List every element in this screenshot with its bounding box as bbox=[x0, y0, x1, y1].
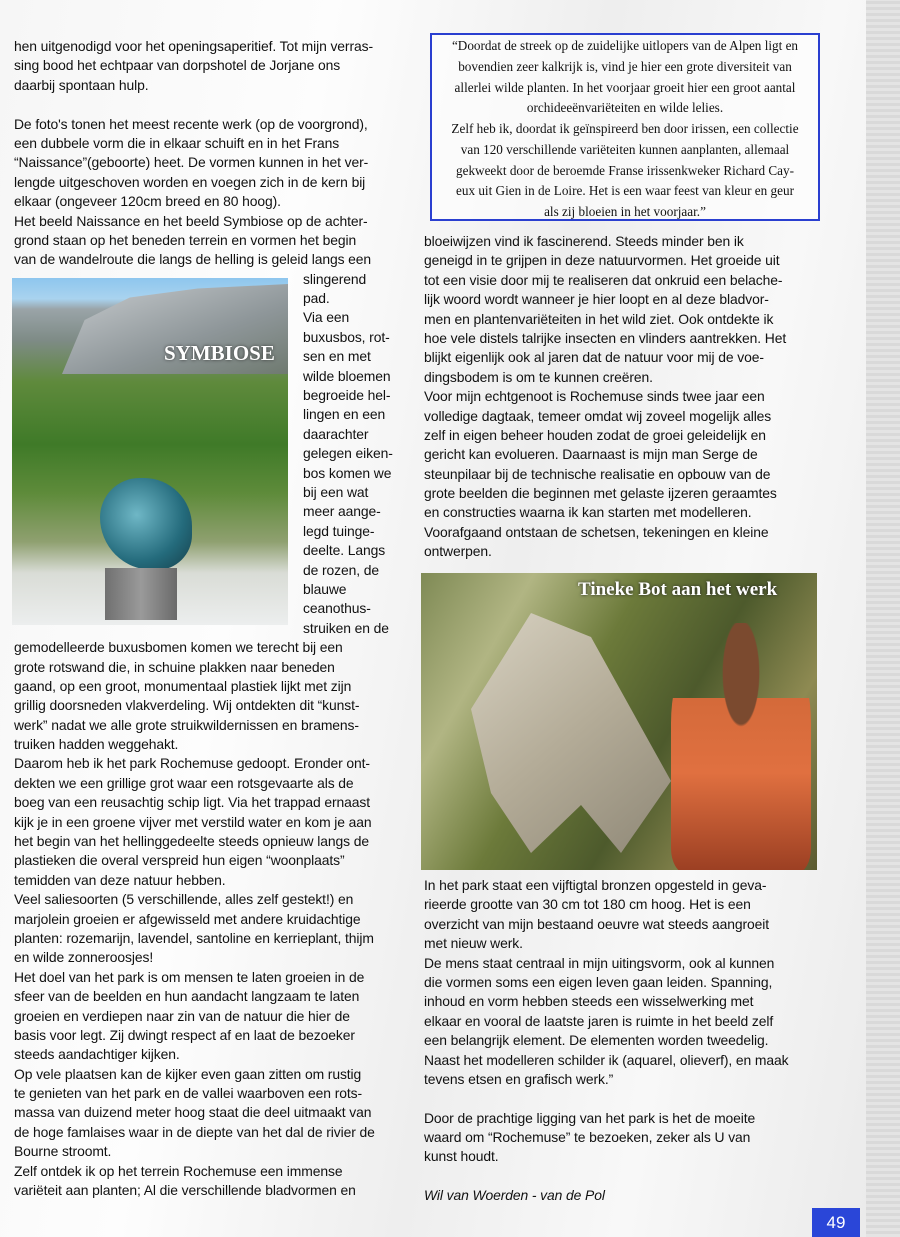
text-line: waard om “Rochemuse” te bezoeken, zeker als U van bbox=[424, 1129, 751, 1146]
text-line: sfeer van de beelden en hun aandacht langzaam te laten bbox=[14, 988, 360, 1005]
text-line: kunst houdt. bbox=[424, 1148, 499, 1165]
text-line: truiken hadden weggehakt. bbox=[14, 736, 179, 753]
text-line: Op vele plaatsen kan de kijker even gaan zitten om rustig bbox=[14, 1065, 362, 1082]
text-line: gemodelleerde buxusbomen komen we terecht bij een bbox=[14, 639, 343, 656]
right-column-top bbox=[424, 232, 786, 562]
text-line: struiken en de bbox=[303, 619, 389, 636]
text-line: Het doel van het park is om mensen te laten groeien in de bbox=[14, 968, 365, 985]
text-line: allerlei wilde planten. In het voorjaar groeit hier een groot aantal bbox=[454, 79, 796, 95]
text-line: gericht kan evolueren. Daarnaast is mijn man Serge de bbox=[424, 446, 758, 463]
text-line: Zelf ontdek ik op het terrein Rochemuse een immense bbox=[14, 1162, 343, 1179]
text-line: begroeide hel- bbox=[303, 387, 391, 404]
text-line: temidden van deze natuur hebben. bbox=[14, 871, 226, 888]
text-line: en wilde zonneroosjes! bbox=[14, 949, 154, 966]
text-line: slingerend bbox=[303, 270, 367, 287]
text-line: legd tuinge- bbox=[303, 522, 375, 539]
text-line: dekten we een grillige grot waar een rotsgevaarte als de bbox=[14, 774, 354, 791]
pedestal bbox=[105, 568, 177, 620]
text-line: steeds aandachtiger kijken. bbox=[14, 1046, 180, 1063]
text-line: buxusbos, rot- bbox=[303, 328, 390, 345]
text-line: bloeiwijzen vind ik fascinerend. Steeds minder ben ik bbox=[424, 233, 744, 249]
text-line: Voor mijn echtgenoot is Rochemuse sinds twee jaar een bbox=[424, 388, 765, 405]
text-line: bij een wat bbox=[303, 483, 369, 500]
right-column-bottom bbox=[424, 876, 789, 1206]
text-line: De mens staat centraal in mijn uitingsvorm, ook al kunnen bbox=[424, 954, 775, 971]
text-line: Naast het modelleren schilder ik (aquarel, olieverf), en maak bbox=[424, 1051, 789, 1068]
photo-caption: Tineke Bot aan het werk bbox=[578, 579, 778, 600]
text-line: die vormen soms een eigen leven gaan leiden. Spanning, bbox=[424, 973, 773, 990]
text-line: sen en met bbox=[303, 348, 371, 365]
text-line: hen uitgenodigd voor het openingsaperitief. Tot mijn verras- bbox=[14, 38, 373, 54]
text-line: Het beeld Naissance en het beeld Symbiose op de achter- bbox=[14, 212, 368, 229]
author-signature: Wil van Woerden - van de Pol bbox=[424, 1187, 605, 1204]
text-line: Via een bbox=[303, 309, 350, 326]
text-line: Bourne stroomt. bbox=[14, 1143, 112, 1160]
text-line: boeg van een reusachtig schip ligt. Via het trappad ernaast bbox=[14, 794, 371, 811]
text-line: wilde bloemen bbox=[303, 367, 391, 384]
text-line: werk” nadat we alle grote struikwildernissen en bramens- bbox=[14, 716, 359, 733]
text-line: als zij bloeien in het voorjaar.” bbox=[544, 204, 706, 219]
artist-figure bbox=[671, 623, 811, 870]
text-line: steunpilaar bij de technische realisatie en opbouw van de bbox=[424, 465, 771, 482]
text-line: orchideeënvariëteiten en wilde lelies. bbox=[526, 100, 724, 116]
text-line: tevens etsen en grafisch werk.” bbox=[424, 1070, 614, 1087]
text-line: hoe vele distels talrijke insecten en vlinders aantrekken. Het bbox=[424, 329, 787, 346]
text-line: Voorafgaand ontstaan de schetsen, tekeningen en kleine bbox=[424, 523, 769, 540]
text-line: variëteit aan planten; Al die verschillende bladvormen en bbox=[14, 1182, 356, 1199]
text-line: groeien en verdiepen naar zin van de natuur die hier de bbox=[14, 1007, 350, 1024]
text-line: de hoge famlaises waar in de diepte van het dal de rivier de bbox=[14, 1123, 375, 1140]
text-line: bovendien zeer kalkrijk is, vind je hier een grote diversiteit van bbox=[458, 58, 792, 74]
text-line: blauwe bbox=[303, 580, 347, 597]
text-line: “Naissance”(geboorte) heet. De vormen kunnen in het ver- bbox=[14, 154, 369, 171]
text-line: zelf in eigen beheer houden zodat de groei geleidelijk en bbox=[424, 426, 766, 443]
page-number: 49 bbox=[812, 1208, 860, 1237]
text-line: plastieken die overal verspreid hun eigen “woonplaats” bbox=[14, 852, 345, 869]
text-line: gaand, op een groot, monumentaal plastiek lijkt met zijn bbox=[14, 677, 352, 694]
text-line: grote rotswand die, in schuine plakken naar beneden bbox=[14, 658, 335, 675]
photo-caption: SYMBIOSE bbox=[164, 341, 275, 365]
text-line: dingsbodem is om te kunnen creëren. bbox=[424, 368, 653, 385]
text-line: lengde uitgeschoven worden en voegen zich in de kern bij bbox=[14, 173, 366, 190]
text-line: ceanothus- bbox=[303, 600, 371, 617]
text-line: tot een visie door mij te realiseren dat onkruid een belache- bbox=[424, 271, 783, 288]
page-edge-strip bbox=[866, 0, 900, 1237]
text-line: een dubbele vorm die in elkaar schuift en in het Frans bbox=[14, 134, 340, 151]
sculpture bbox=[100, 478, 192, 570]
text-line: blijkt eigenlijk ook al jaren dat de natuur voor mij de voe- bbox=[424, 349, 764, 366]
text-line: geneigd in te grijpen in deze natuurvormen. Het groeide uit bbox=[424, 252, 780, 269]
text-line: rieerde grootte van 30 cm tot 180 cm hoog. Het is een bbox=[424, 896, 751, 913]
photo-tineke-bot bbox=[421, 573, 817, 870]
text-line: met nieuw werk. bbox=[424, 935, 523, 952]
text-line: sing bood het echtpaar van dorpshotel de Jorjane ons bbox=[14, 57, 341, 74]
text-line: bos komen we bbox=[303, 464, 392, 481]
quote-box bbox=[430, 33, 820, 221]
text-line: elkaar en vooral de laatste jaren is ruimte in het beeld zelf bbox=[424, 1012, 774, 1029]
text-line: grillig doorsneden vlakverdeling. Wij ontdekten dit “kunst- bbox=[14, 697, 360, 714]
paragraph-gap bbox=[424, 1089, 789, 1108]
text-line: deelte. Langs bbox=[303, 542, 386, 559]
text-line: en constructies waarna ik kan starten met modelleren. bbox=[424, 504, 752, 521]
photo-symbiose bbox=[12, 278, 288, 625]
text-line: de rozen, de bbox=[303, 561, 380, 578]
text-line: daarachter bbox=[303, 425, 369, 442]
text-line: inhoud en vorm hebben steeds een wisselwerking met bbox=[424, 993, 754, 1010]
text-line: kijk je in een groene vijver met verstild water en kom je aan bbox=[14, 813, 372, 830]
text-line: In het park staat een vijftigtal bronzen opgesteld in geva- bbox=[424, 877, 767, 893]
text-line: volledige dagtaak, temeer omdat wij zoveel mogelijk alles bbox=[424, 407, 772, 424]
text-line: “Doordat de streek op de zuidelijke uitlopers van de Alpen ligt en bbox=[451, 38, 799, 53]
text-line: Daarom heb ik het park Rochemuse gedoopt. Eronder ont- bbox=[14, 755, 370, 772]
text-line: grote beelden die beginnen met gelaste ijzeren geraamtes bbox=[424, 485, 777, 502]
text-line: basis voor legt. Zij dwingt respect af en laat de bezoeker bbox=[14, 1026, 355, 1043]
text-line: eux uit Gien in de Loire. Het is een waar feest van kleur en geur bbox=[456, 183, 794, 199]
sculpture bbox=[471, 613, 671, 853]
paragraph-gap bbox=[14, 95, 393, 114]
text-line: pad. bbox=[303, 290, 330, 307]
text-line: massa van duizend meter hoog staat die deel uitmaakt van bbox=[14, 1104, 372, 1121]
text-line: het begin van het hellinggedeelte steeds opnieuw langs de bbox=[14, 833, 369, 850]
text-line: marjolein groeien er afgewisseld met andere kruidachtige bbox=[14, 910, 361, 927]
text-line: ontwerpen. bbox=[424, 543, 492, 560]
text-line: De foto's tonen het meest recente werk (op de voorgrond), bbox=[14, 115, 368, 132]
text-line: van 120 verschillende variëteiten kunnen aanplanten, allemaal bbox=[460, 141, 790, 157]
text-line: gekweekt door de beroemde Franse irissenkweker Richard Cay- bbox=[456, 162, 794, 178]
text-line: Zelf heb ik, doordat ik geïnspireerd ben door irissen, een collectie bbox=[451, 121, 799, 136]
text-line: daarbij spontaan hulp. bbox=[14, 76, 149, 93]
text-line: lingen en een bbox=[303, 406, 386, 423]
text-line: grond staan op het beneden terrein en vormen het begin bbox=[14, 231, 357, 248]
text-line: planten: rozemarijn, lavendel, santoline en kerrieplant, thijm bbox=[14, 929, 374, 946]
text-line: men en plantenvariëteiten in het wild ziet. Ook ontdekte ik bbox=[424, 310, 774, 327]
text-line: te genieten van het park en de vallei waarboven een rots- bbox=[14, 1085, 362, 1102]
text-line: gelegen eiken- bbox=[303, 445, 393, 462]
text-line: elkaar (ongeveer 120cm breed en 80 hoog). bbox=[14, 193, 281, 210]
text-line: Veel saliesoorten (5 verschillende, alles zelf gestekt!) en bbox=[14, 891, 354, 908]
text-line: overzicht van mijn bestaand oeuvre wat steeds aangroeit bbox=[424, 915, 770, 932]
text-line: meer aange- bbox=[303, 503, 381, 520]
text-line: Door de prachtige ligging van het park is het de moeite bbox=[424, 1109, 756, 1126]
text-line: van de wandelroute die langs de helling is geleid langs een bbox=[14, 251, 372, 268]
text-line: lijk woord wordt wanneer je hier loopt en al deze bladvor- bbox=[424, 291, 769, 308]
text-line: een belangrijk element. De elementen worden tweedelig. bbox=[424, 1032, 769, 1049]
